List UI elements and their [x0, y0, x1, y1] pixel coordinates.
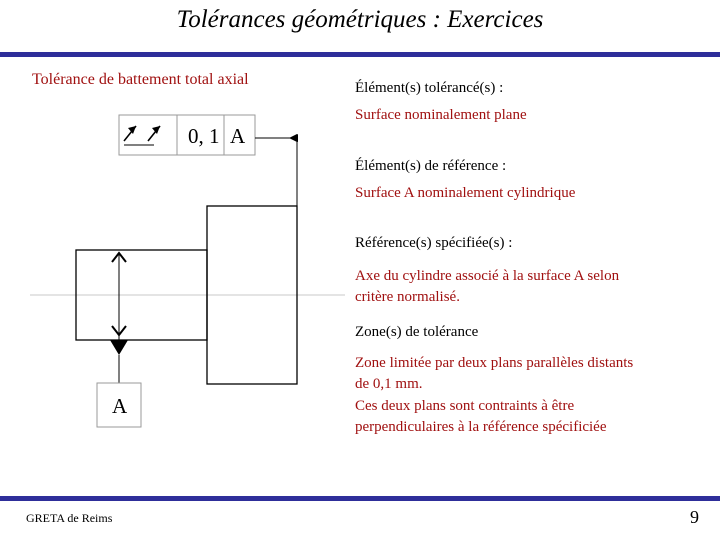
- section-value: Surface nominalement plane: [355, 106, 527, 123]
- section-value: de 0,1 mm.: [355, 376, 423, 392]
- datum-arrow-icon: [110, 252, 128, 383]
- footer-divider: [0, 496, 720, 501]
- section-value: Axe du cylindre associé à la surface A selon: [355, 267, 620, 284]
- page-title: Tolérances géométriques : Exercices: [176, 6, 544, 33]
- section-heading: Référence(s) spécifiée(s) :: [355, 235, 513, 251]
- section-heading: Zone(s) de tolérance: [355, 324, 479, 340]
- total-runout-icon: [124, 126, 160, 145]
- section-reference-element: [355, 156, 575, 204]
- section-value: Surface A nominalement cylindrique: [355, 184, 576, 201]
- section-heading: Élément(s) de référence :: [355, 158, 507, 174]
- section-tolerance-zone: [355, 322, 633, 439]
- datum-letter: A: [112, 394, 128, 418]
- footer-organization: GRETA de Reims: [26, 511, 113, 525]
- section-toleranced-element: [355, 78, 527, 126]
- section-value: Zone limitée par deux plans parallèles distants: [355, 354, 634, 371]
- tolerance-value: 0, 1: [188, 124, 220, 148]
- section-value: critère normalisé.: [355, 289, 460, 305]
- section-value: Ces deux plans sont contraints à être: [355, 397, 575, 414]
- datum-reference: A: [230, 124, 246, 148]
- section-heading: Élément(s) tolérancé(s) :: [355, 80, 504, 96]
- exercise-subtitle: Tolérance de battement total axial: [32, 71, 249, 88]
- section-specified-reference: [355, 233, 619, 309]
- section-value: perpendiculaires à la référence spécificiée: [355, 419, 607, 435]
- page-number: 9: [690, 507, 699, 527]
